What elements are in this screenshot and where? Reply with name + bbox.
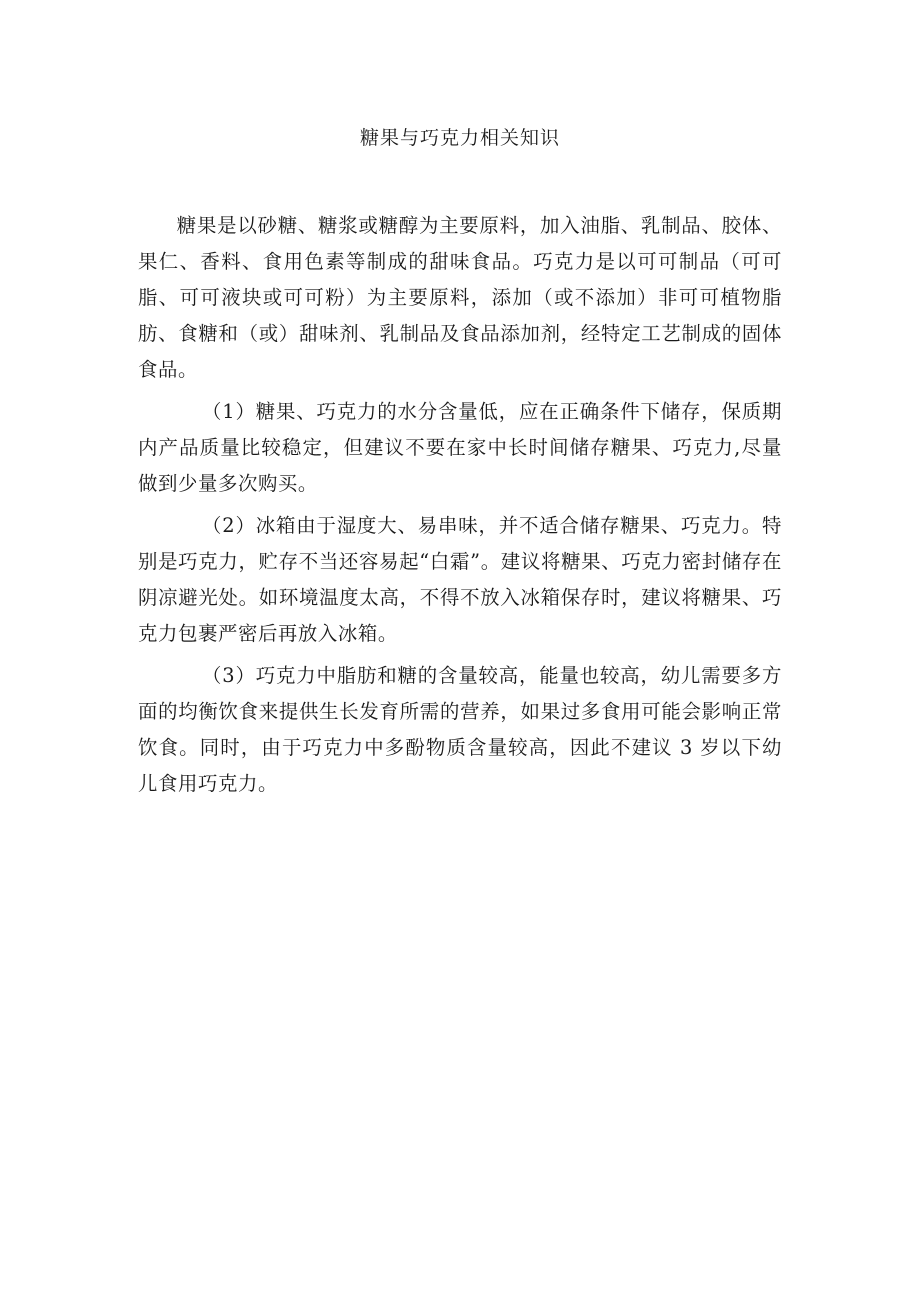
document-title: 糖果与巧克力相关知识 (359, 127, 560, 149)
nutrition-tip-paragraph-3: （3）巧克力中脂肪和糖的含量较高，能量也较高，幼儿需要多方面的均衡饮食来提供生长发育所需的营养，如果过多食用可能会影响正常饮食。同时，由于巧克力中多酚物质含量较高，因此不建议 3 岁以下幼儿食用巧克力。 (138, 664, 782, 795)
storage-tip-paragraph-1: （1）糖果、巧克力的水分含量低，应在正确条件下储存，保质期内产品质量比较稳定，但建议不要在家中长时间储存糖果、巧克力,尽量做到少量多次购买。 (138, 400, 782, 495)
storage-tip-paragraph-2: （2）冰箱由于湿度大、易串味，并不适合储存糖果、巧克力。特别是巧克力，贮存不当还容易起“白霜”。建议将糖果、巧克力密封储存在阴凉避光处。如环境温度太高，不得不放入冰箱保存时，建议将糖果、巧克力包裹严密后再放入冰箱。 (138, 514, 782, 645)
document-body (138, 208, 782, 808)
intro-paragraph: 糖果是以砂糖、糖浆或糖醇为主要原料，加入油脂、乳制品、胶体、果仁、香料、食用色素等制成的甜味食品。巧克力是以可可制品（可可脂、可可液块或可可粉）为主要原料，添加（或不添加）非可可植物脂肪、食糖和（或）甜味剂、乳制品及食品添加剂，经特定工艺制成的固体食品。 (138, 214, 782, 381)
